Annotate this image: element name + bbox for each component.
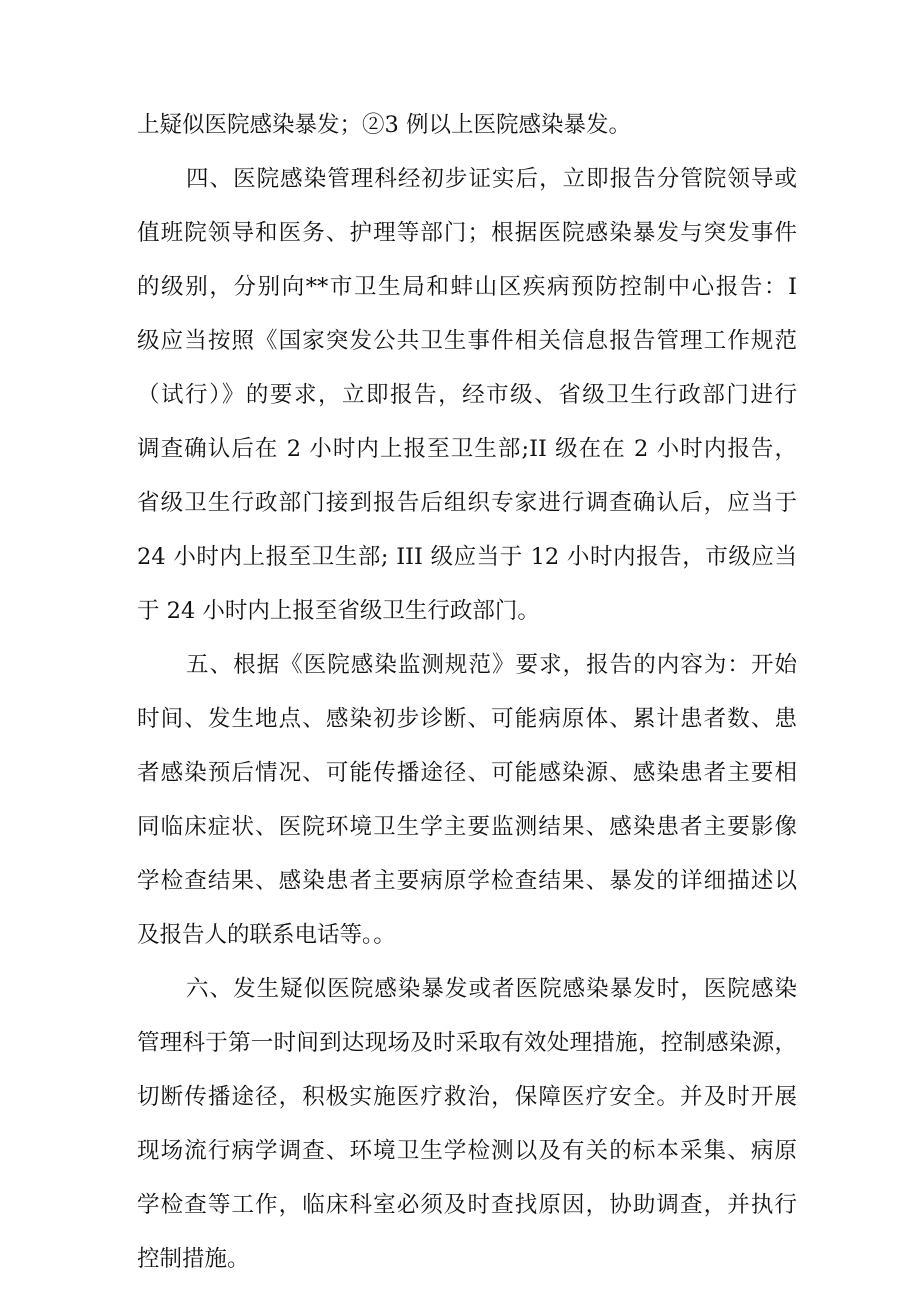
text-line: 时间、发生地点、感染初步诊断、可能病原体、累计患者数、患 bbox=[137, 706, 797, 732]
paragraph-5-start: 五、根据《医院感染监测规范》要求，报告的内容为：开始 bbox=[186, 652, 797, 678]
text-line: 省级卫生行政部门接到报告后组织专家进行调查确认后，应当于 bbox=[137, 490, 797, 516]
text-line: 值班院领导和医务、护理等部门；根据医院感染暴发与突发事件 bbox=[137, 220, 797, 246]
text-line: 同临床症状、医院环境卫生学主要监测结果、感染患者主要影像 bbox=[137, 814, 797, 840]
text-line: 学检查结果、感染患者主要病原学检查结果、暴发的详细描述以 bbox=[137, 868, 797, 894]
text-line: 调查确认后在 2 小时内上报至卫生部;II 级在在 2 小时内报告， bbox=[137, 436, 797, 462]
text-line: 切断传播途径，积极实施医疗救治，保障医疗安全。并及时开展 bbox=[137, 1084, 797, 1110]
text-line: 控制措施。 bbox=[137, 1246, 250, 1272]
text-line: 及报告人的联系电话等。。 bbox=[137, 922, 396, 948]
text-line: 24 小时内上报至卫生部; III 级应当于 12 小时内报告，市级应当 bbox=[137, 544, 797, 570]
text-line: 于 24 小时内上报至省级卫生行政部门。 bbox=[137, 598, 540, 624]
paragraph-4-start: 四、医院感染管理科经初步证实后，立即报告分管院领导或 bbox=[186, 166, 797, 192]
text-line: 现场流行病学调查、环境卫生学检测以及有关的标本采集、病原 bbox=[137, 1138, 797, 1164]
text-line: 者感染预后情况、可能传播途径、可能感染源、感染患者主要相 bbox=[137, 760, 797, 786]
paragraph-6-start: 六、发生疑似医院感染暴发或者医院感染暴发时，医院感染 bbox=[186, 976, 797, 1002]
text-line: 上疑似医院感染暴发；②3 例以上医院感染暴发。 bbox=[137, 112, 631, 138]
text-line: 级应当按照《国家突发公共卫生事件相关信息报告管理工作规范 bbox=[137, 328, 797, 354]
text-line: （试行）》的要求，立即报告，经市级、省级卫生行政部门进行 bbox=[137, 382, 797, 408]
text-line: 的级别，分别向**市卫生局和蚌山区疾病预防控制中心报告：I bbox=[137, 274, 797, 300]
text-line: 管理科于第一时间到达现场及时采取有效处理措施，控制感染源， bbox=[137, 1030, 797, 1056]
text-line: 学检查等工作，临床科室必须及时查找原因，协助调查，并执行 bbox=[137, 1192, 797, 1218]
